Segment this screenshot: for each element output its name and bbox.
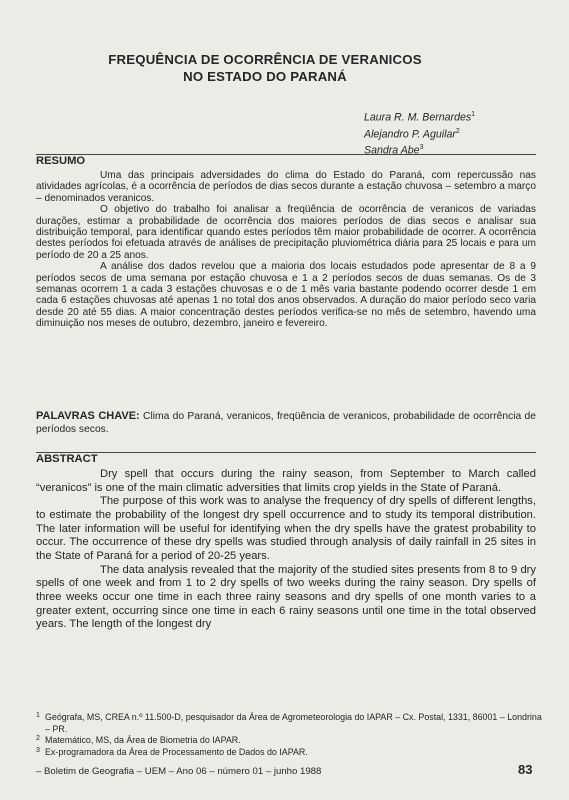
- resumo-body: [36, 170, 536, 330]
- title-line-1: FREQUÊNCIA DE OCORRÊNCIA DE VERANICOS: [108, 52, 422, 67]
- abstract-heading: ABSTRACT: [36, 453, 98, 465]
- keywords-text: Clima do Paraná, veranicos, freqüência de veranicos, probabilidade de ocorrência de períodos secos.: [36, 411, 536, 435]
- keywords-label: PALAVRAS CHAVE:: [36, 410, 140, 422]
- resumo-paragraph: A análise dos dados revelou que a maioria dos locais estudados pode apresentar de 8 a 9 períodos secos de uma semana por estação chuvosa e 1 a 2 períodos secos de duas semanas. Os de 3 semanas ocorrem 1 a cada 3 estações chuvosas e o de 1 mês varia bastante podendo ocorrer desde 1 em cada 6 estações chuvosas até apenas 1 no total dos anos observados. A duração do maior período seco varia desde 20 até 55 dias. A maior concentração destes períodos verifica-se no mês de setembro, havendo uma diminuição nos meses de outubro, dezembro, janeiro e fevereiro.: [36, 261, 536, 330]
- section-divider: [36, 154, 536, 155]
- journal-footer: – Boletim de Geografia – UEM – Ano 06 – número 01 – junho 1988: [36, 766, 322, 777]
- abstract-paragraph: The data analysis revealed that the majority of the studied sites presents from 8 to 9 dry spells of one week and from 1 to 2 dry spells of two weeks during the rainy season. Dry spells of three weeks occur one time in each three rainy seasons and dry spells of one month varies to a greater extent, occurring since one time in each 6 rainy seasons until one time in the total observed years. The length of the longest dry: [36, 563, 536, 631]
- section-divider: [36, 452, 536, 453]
- abstract-paragraph: Dry spell that occurs during the rainy season, from September to March called “veranicos” is one of the main climatic adversities that limits crop yields in the State of Paraná.: [36, 468, 536, 494]
- author-list: [364, 108, 475, 158]
- footnote: 3 Ex-programadora da Área de Processamento de Dados do IAPAR.: [36, 746, 308, 757]
- resumo-paragraph: O objetivo do trabalho foi analisar a freqüência de ocorrência de veranicos de variadas durações, estimar a probabilidade de ocorrência dos maiores períodos de dias secos e analisar sua distribuição temporal, para identificar quando estes períodos têm maior probabilidade de ocorrer. A ocorrência destes períodos foi efetuada através de análises de precipitação pluviométrica diária para 25 locais e para um período de 20 a 25 anos.: [36, 204, 536, 261]
- page-number: 83: [518, 762, 533, 777]
- footnote: 1 Geógrafa, MS, CREA n.º 11.500-D, pesquisador da Área de Agrometeorologia do IAPAR – Cx. Postal, 1331, 86001 – Londrina – PR.: [36, 712, 542, 734]
- abstract-paragraph: The purpose of this work was to analyse the frequency of dry spells of different lengths, to estimate the probability of the longest dry spell occurrence and to study its temporal distribution. The later information will be useful for identifying when the dry spells have the gratest probability to occur. The occurrence of these dry spells was studied through analysis of daily rainfall in 25 sites in the State of Paraná for a period of 20-25 years.: [36, 495, 536, 562]
- keywords: [36, 410, 536, 436]
- abstract-body: [36, 468, 536, 632]
- author: Laura R. M. Bernardes$^1$: [364, 111, 476, 124]
- footnote: 2 Matemático, MS, da Área de Biometria do IAPAR.: [36, 735, 241, 746]
- footnotes: [36, 712, 546, 758]
- author: Alejandro P. Aguilar$^2$: [364, 127, 460, 141]
- resumo-heading: RESUMO: [36, 155, 86, 167]
- paper-title: [60, 51, 470, 85]
- title-line-2: NO ESTADO DO PARANÁ: [183, 69, 347, 84]
- author: Sandra Abe$^3$: [364, 144, 424, 157]
- resumo-paragraph: Uma das principais adversidades do clima do Estado do Paraná, com repercussão nas atividades agrícolas, é a ocorrência de períodos de dias secos durante a estação chuvosa – setembro a março – denominados veranicos.: [36, 170, 536, 204]
